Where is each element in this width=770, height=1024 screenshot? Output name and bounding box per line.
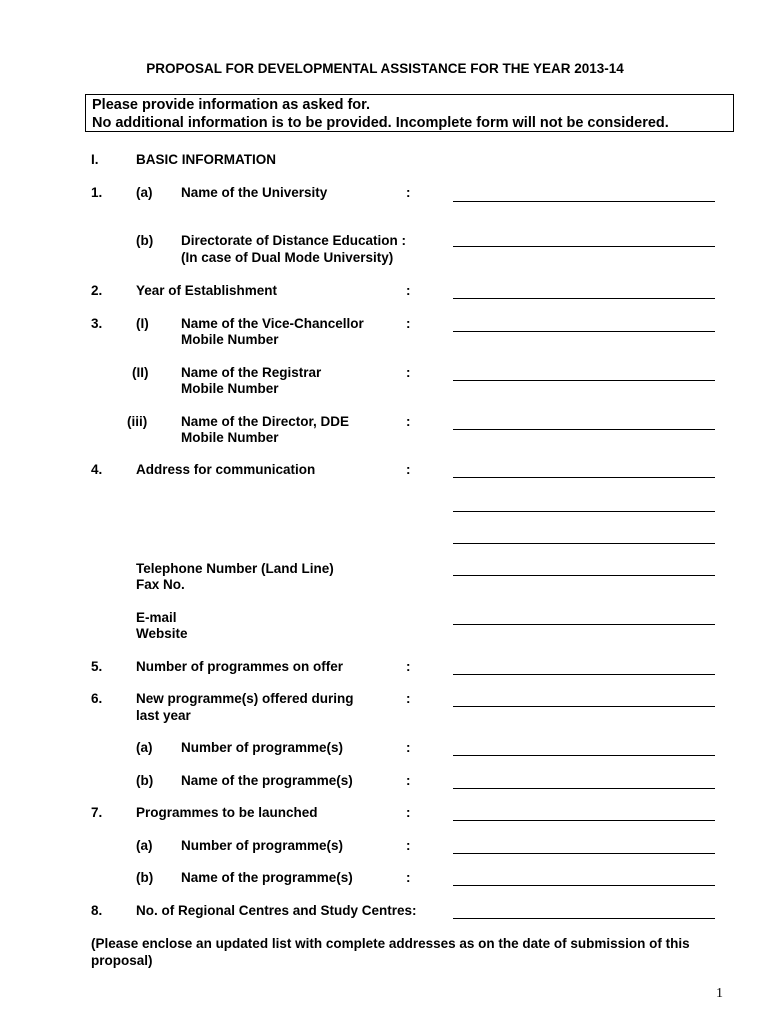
address-field-line-2[interactable] xyxy=(453,511,715,512)
programmes-to-launch-label: Programmes to be launched xyxy=(136,805,318,820)
year-of-establishment-field[interactable] xyxy=(453,298,715,299)
colon: : xyxy=(406,283,411,298)
colon: : xyxy=(406,462,411,477)
new-programmes-field[interactable] xyxy=(453,706,715,707)
colon: : xyxy=(406,365,411,380)
new-programmes-count-field[interactable] xyxy=(453,755,715,756)
footnote-line-1: (Please enclose an updated list with complete addresses as on the date of submission of this xyxy=(91,936,690,951)
colon: : xyxy=(406,838,411,853)
new-programmes-label: New programme(s) offered during xyxy=(136,691,354,706)
footnote-line-2: proposal) xyxy=(91,953,153,968)
fax-label: Fax No. xyxy=(136,577,185,592)
year-of-establishment-label: Year of Establishment xyxy=(136,283,278,298)
address-field-line-1[interactable] xyxy=(453,477,715,478)
registrar-field[interactable] xyxy=(453,380,715,381)
telephone-fax-field[interactable] xyxy=(453,575,715,576)
section-heading: BASIC INFORMATION xyxy=(136,152,276,167)
vice-chancellor-label: Name of the Vice-Chancellor xyxy=(181,316,364,331)
item-7b-sub: (b) xyxy=(136,870,154,885)
programmes-on-offer-field[interactable] xyxy=(453,674,715,675)
university-name-field[interactable] xyxy=(453,201,715,202)
item-6-number: 6. xyxy=(91,691,103,706)
instructions-line-1: Please provide information as asked for. xyxy=(92,97,371,113)
directorate-field[interactable] xyxy=(453,246,715,247)
launch-names-label: Name of the programme(s) xyxy=(181,870,353,885)
website-label: Website xyxy=(136,626,188,641)
address-label: Address for communication xyxy=(136,462,316,477)
item-1a-sub: (a) xyxy=(136,185,153,200)
directorate-label: Directorate of Distance Education : xyxy=(181,233,407,248)
director-field[interactable] xyxy=(453,429,715,430)
new-programmes-count-label: Number of programme(s) xyxy=(181,740,344,755)
colon: : xyxy=(406,316,411,331)
launch-count-field[interactable] xyxy=(453,853,715,854)
telephone-label: Telephone Number (Land Line) xyxy=(136,561,334,576)
colon: : xyxy=(406,805,411,820)
directorate-note: (In case of Dual Mode University) xyxy=(181,250,394,265)
programmes-to-launch-field[interactable] xyxy=(453,820,715,821)
regional-centres-field[interactable] xyxy=(453,918,715,919)
colon: : xyxy=(406,740,411,755)
email-label: E-mail xyxy=(136,610,177,625)
item-3-number: 3. xyxy=(91,316,103,331)
email-website-field[interactable] xyxy=(453,624,715,625)
item-3i-sub: (I) xyxy=(136,316,149,331)
item-2-number: 2. xyxy=(91,283,103,298)
item-1-number: 1. xyxy=(91,185,103,200)
page-number: 1 xyxy=(716,986,723,1001)
item-4-number: 4. xyxy=(91,462,103,477)
launch-count-label: Number of programme(s) xyxy=(181,838,344,853)
vice-chancellor-field[interactable] xyxy=(453,331,715,332)
university-name-label: Name of the University xyxy=(181,185,328,200)
vice-chancellor-mobile-label: Mobile Number xyxy=(181,332,279,347)
item-1b-sub: (b) xyxy=(136,233,154,248)
item-7a-sub: (a) xyxy=(136,838,153,853)
registrar-mobile-label: Mobile Number xyxy=(181,381,279,396)
instructions-box xyxy=(85,94,734,132)
section-number: I. xyxy=(91,152,99,167)
instructions-line-2: No additional information is to be provided. Incomplete form will not be considered. xyxy=(92,115,669,131)
regional-centres-label: No. of Regional Centres and Study Centres: xyxy=(136,903,417,918)
item-6b-sub: (b) xyxy=(136,773,154,788)
item-6a-sub: (a) xyxy=(136,740,153,755)
colon: : xyxy=(406,414,411,429)
director-mobile-label: Mobile Number xyxy=(181,430,279,445)
item-8-number: 8. xyxy=(91,903,103,918)
new-programmes-label-cont: last year xyxy=(136,708,191,723)
director-label: Name of the Director, DDE xyxy=(181,414,350,429)
item-3ii-sub: (II) xyxy=(132,365,149,380)
document-title: PROPOSAL FOR DEVELOPMENTAL ASSISTANCE FOR THE YEAR 2013-14 xyxy=(146,61,624,76)
programmes-on-offer-label: Number of programmes on offer xyxy=(136,659,344,674)
item-3iii-sub: (iii) xyxy=(127,414,148,429)
colon: : xyxy=(406,659,411,674)
colon: : xyxy=(406,870,411,885)
colon: : xyxy=(406,773,411,788)
item-5-number: 5. xyxy=(91,659,103,674)
colon: : xyxy=(406,185,411,200)
new-programmes-names-label: Name of the programme(s) xyxy=(181,773,353,788)
colon: : xyxy=(406,691,411,706)
new-programmes-names-field[interactable] xyxy=(453,788,715,789)
registrar-label: Name of the Registrar xyxy=(181,365,322,380)
launch-names-field[interactable] xyxy=(453,885,715,886)
address-field-line-3[interactable] xyxy=(453,543,715,544)
item-7-number: 7. xyxy=(91,805,103,820)
